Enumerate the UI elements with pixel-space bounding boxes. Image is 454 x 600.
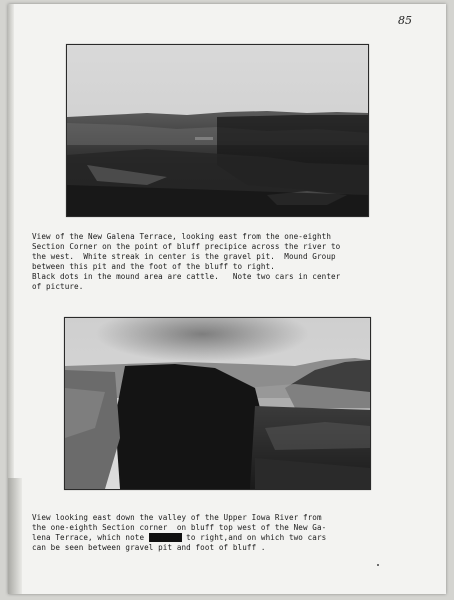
struck-out-word: between bbox=[148, 533, 182, 542]
document-page bbox=[8, 4, 446, 594]
caption-top bbox=[32, 232, 340, 292]
caption-text: to right,and on which two cars bbox=[181, 533, 327, 542]
caption-bottom-line: the one-eighth Section corner on bluff top west of the New Ga- bbox=[32, 523, 327, 532]
scan-shadow bbox=[8, 478, 22, 594]
caption-top-line: of picture. bbox=[32, 282, 84, 291]
caption-bottom bbox=[32, 513, 326, 553]
caption-bottom-line bbox=[32, 533, 326, 542]
caption-top-line: Section Corner on the point of bluff precipice across the river to bbox=[32, 242, 341, 251]
photo-galena-terrace bbox=[66, 44, 369, 217]
photo-upper-iowa-valley bbox=[64, 317, 371, 490]
caption-bottom-line: can be seen between gravel pit and foot of bluff . bbox=[32, 543, 266, 552]
caption-top-line: the west. White streak in center is the gravel pit. Mound Group bbox=[32, 252, 336, 261]
caption-top-line: Black dots in the mound area are cattle. Note two cars in center bbox=[32, 272, 341, 281]
caption-text: lena Terrace, which note bbox=[32, 533, 149, 542]
caption-bottom-line: View looking east down the valley of the Upper Iowa River from bbox=[32, 513, 322, 522]
page-number: 85 bbox=[398, 14, 412, 27]
caption-top-line: between this pit and the foot of the bluff to right. bbox=[32, 262, 275, 271]
caption-top-line: View of the New Galena Terrace, looking east from the one-eighth bbox=[32, 232, 331, 241]
speck bbox=[377, 564, 379, 566]
